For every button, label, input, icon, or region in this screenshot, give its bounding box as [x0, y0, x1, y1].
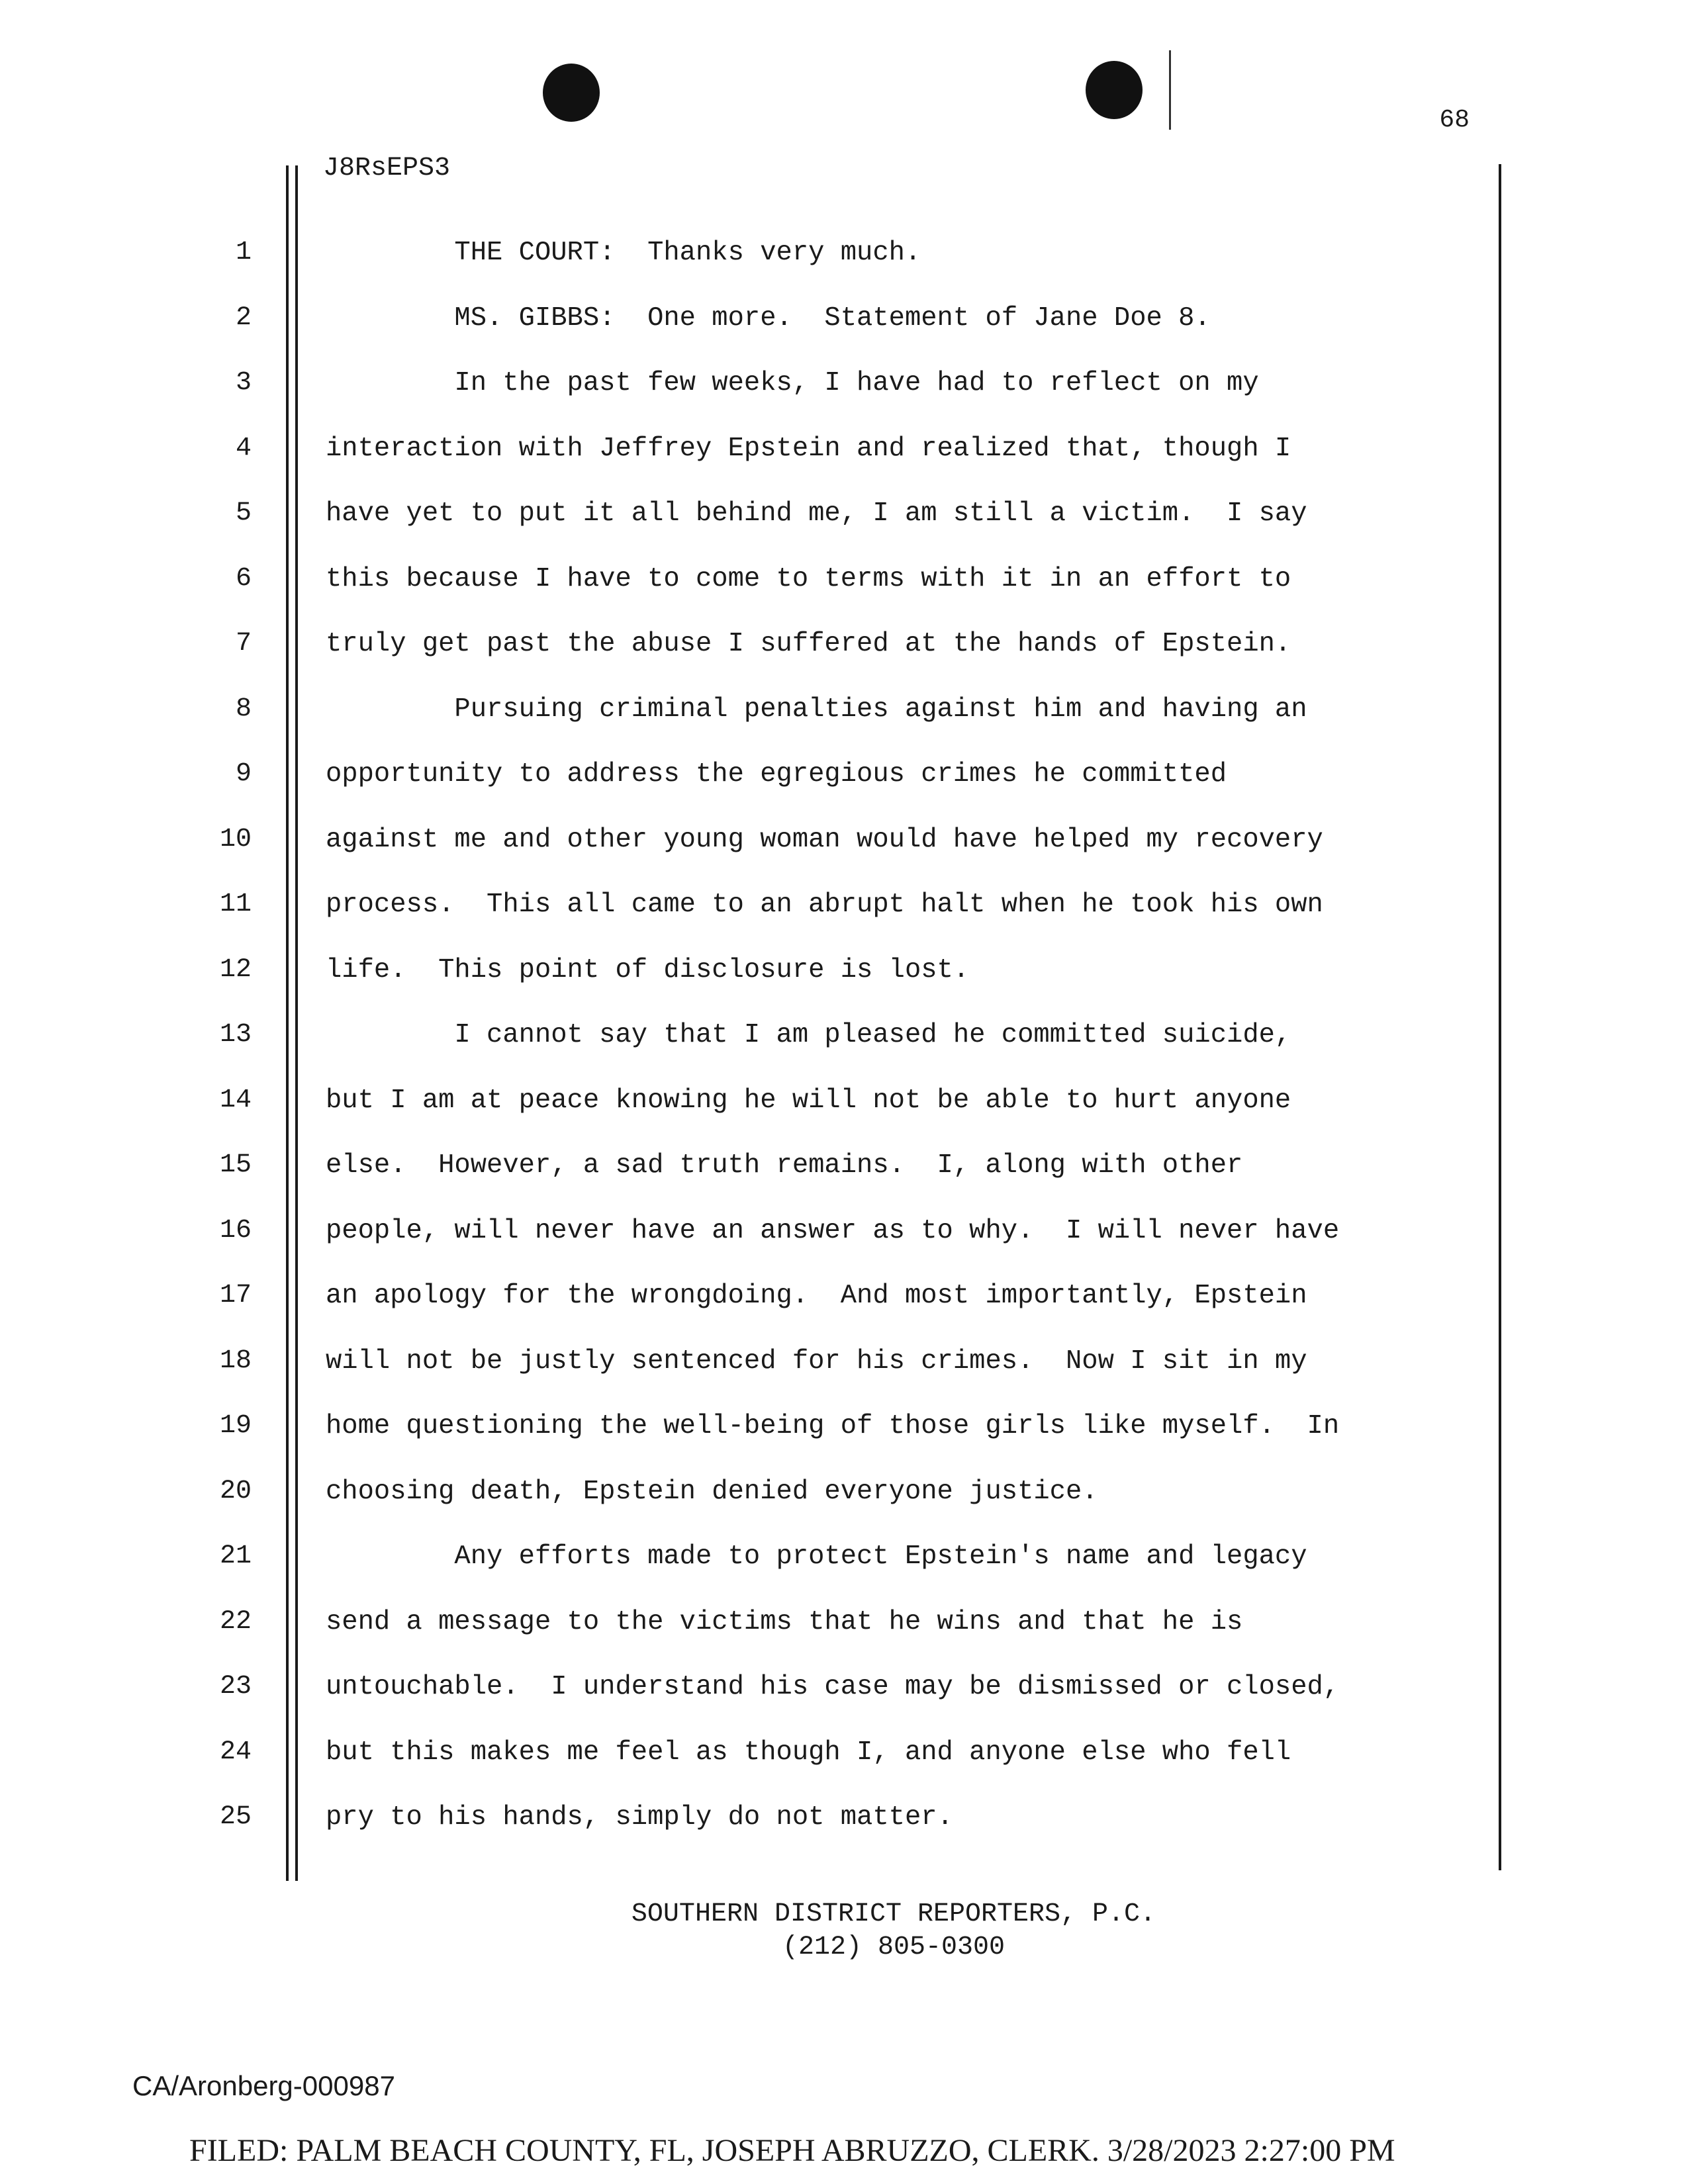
line-number: 18	[219, 1345, 252, 1376]
line-number: 23	[219, 1672, 252, 1702]
transcript-line: THE COURT: Thanks very much.	[326, 238, 921, 268]
transcript-line: In the past few weeks, I have had to reflect on my	[326, 368, 1259, 398]
transcript-line: have yet to put it all behind me, I am still a victim. I say	[326, 498, 1307, 529]
transcript-line: but I am at peace knowing he will not be able to hurt anyone	[326, 1085, 1291, 1116]
line-number: 19	[219, 1411, 252, 1441]
reporter-footer	[530, 1898, 1258, 1964]
transcript-line: else. However, a sad truth remains. I, along with other	[326, 1150, 1243, 1181]
line-number: 15	[219, 1150, 252, 1180]
filed-stamp: FILED: PALM BEACH COUNTY, FL, JOSEPH ABRUZZO, CLERK. 3/28/2023 2:27:00 PM	[189, 2133, 1395, 2168]
line-number: 1	[235, 238, 252, 267]
transcript-line: choosing death, Epstein denied everyone justice.	[326, 1476, 1098, 1507]
line-number: 24	[219, 1737, 252, 1767]
transcript-body	[326, 237, 1491, 1867]
transcript-line: process. This all came to an abrupt halt when he took his own	[326, 889, 1323, 920]
line-number: 16	[219, 1215, 252, 1246]
line-number: 21	[219, 1541, 252, 1571]
right-margin-rule	[1499, 164, 1501, 1870]
line-number: 20	[219, 1476, 252, 1506]
transcript-line: Any efforts made to protect Epstein's name and legacy	[326, 1541, 1307, 1572]
line-number: 6	[235, 563, 252, 594]
transcript-line: will not be justly sentenced for his crimes. Now I sit in my	[326, 1345, 1307, 1377]
transcript-line: interaction with Jeffrey Epstein and realized that, though I	[326, 433, 1291, 464]
transcript-line: Pursuing criminal penalties against him and having an	[326, 694, 1307, 725]
line-number: 10	[219, 824, 252, 854]
left-margin-rule-inner	[295, 165, 298, 1881]
transcript-line: against me and other young woman would have helped my recovery	[326, 824, 1323, 855]
reporter-company: SOUTHERN DISTRICT REPORTERS, P.C.	[631, 1899, 1156, 1929]
transcript-line: MS. GIBBS: One more. Statement of Jane Doe 8.	[326, 302, 1211, 334]
transcript-line: send a message to the victims that he wins and that he is	[326, 1606, 1243, 1637]
bates-number: CA/Aronberg-000987	[132, 2070, 395, 2101]
transcript-header-id: J8RsEPS3	[323, 154, 451, 183]
line-number: 7	[235, 629, 252, 659]
line-number: 13	[219, 1020, 252, 1050]
page-number: 68	[1439, 106, 1470, 134]
transcript-line: pry to his hands, simply do not matter.	[326, 1802, 953, 1833]
transcript-line: an apology for the wrongdoing. And most importantly, Epstein	[326, 1281, 1307, 1311]
transcript-line: life. This point of disclosure is lost.	[326, 954, 970, 985]
line-number: 5	[235, 498, 252, 528]
transcript-line: I cannot say that I am pleased he committed suicide,	[326, 1020, 1291, 1050]
left-margin-rule	[286, 165, 289, 1881]
line-number: 4	[235, 433, 252, 463]
transcript-line: this because I have to come to terms with it in an effort to	[326, 563, 1291, 594]
line-number: 2	[235, 302, 252, 333]
punch-hole-left	[543, 64, 600, 122]
transcript-line: home questioning the well-being of those girls like myself. In	[326, 1411, 1340, 1441]
line-number: 25	[219, 1802, 252, 1832]
transcript-line: but this makes me feel as though I, and anyone else who fell	[326, 1737, 1291, 1768]
transcript-line: untouchable. I understand his case may be dismissed or closed,	[326, 1672, 1340, 1702]
scan-artifact-mark	[1169, 50, 1171, 130]
line-number: 9	[235, 759, 252, 789]
line-number: 17	[219, 1281, 252, 1310]
line-number: 3	[235, 368, 252, 398]
reporter-phone: (212) 805-0300	[782, 1933, 1006, 1962]
line-number-column	[199, 237, 252, 1867]
punch-hole-right	[1086, 61, 1143, 119]
line-number: 22	[219, 1606, 252, 1637]
transcript-line: truly get past the abuse I suffered at the hands of Epstein.	[326, 629, 1291, 659]
line-number: 11	[219, 889, 252, 919]
line-number: 14	[219, 1085, 252, 1115]
transcript-line: people, will never have an answer as to why. I will never have	[326, 1215, 1340, 1246]
line-number: 8	[235, 694, 252, 724]
line-number: 12	[219, 954, 252, 985]
transcript-line: opportunity to address the egregious crimes he committed	[326, 759, 1227, 790]
